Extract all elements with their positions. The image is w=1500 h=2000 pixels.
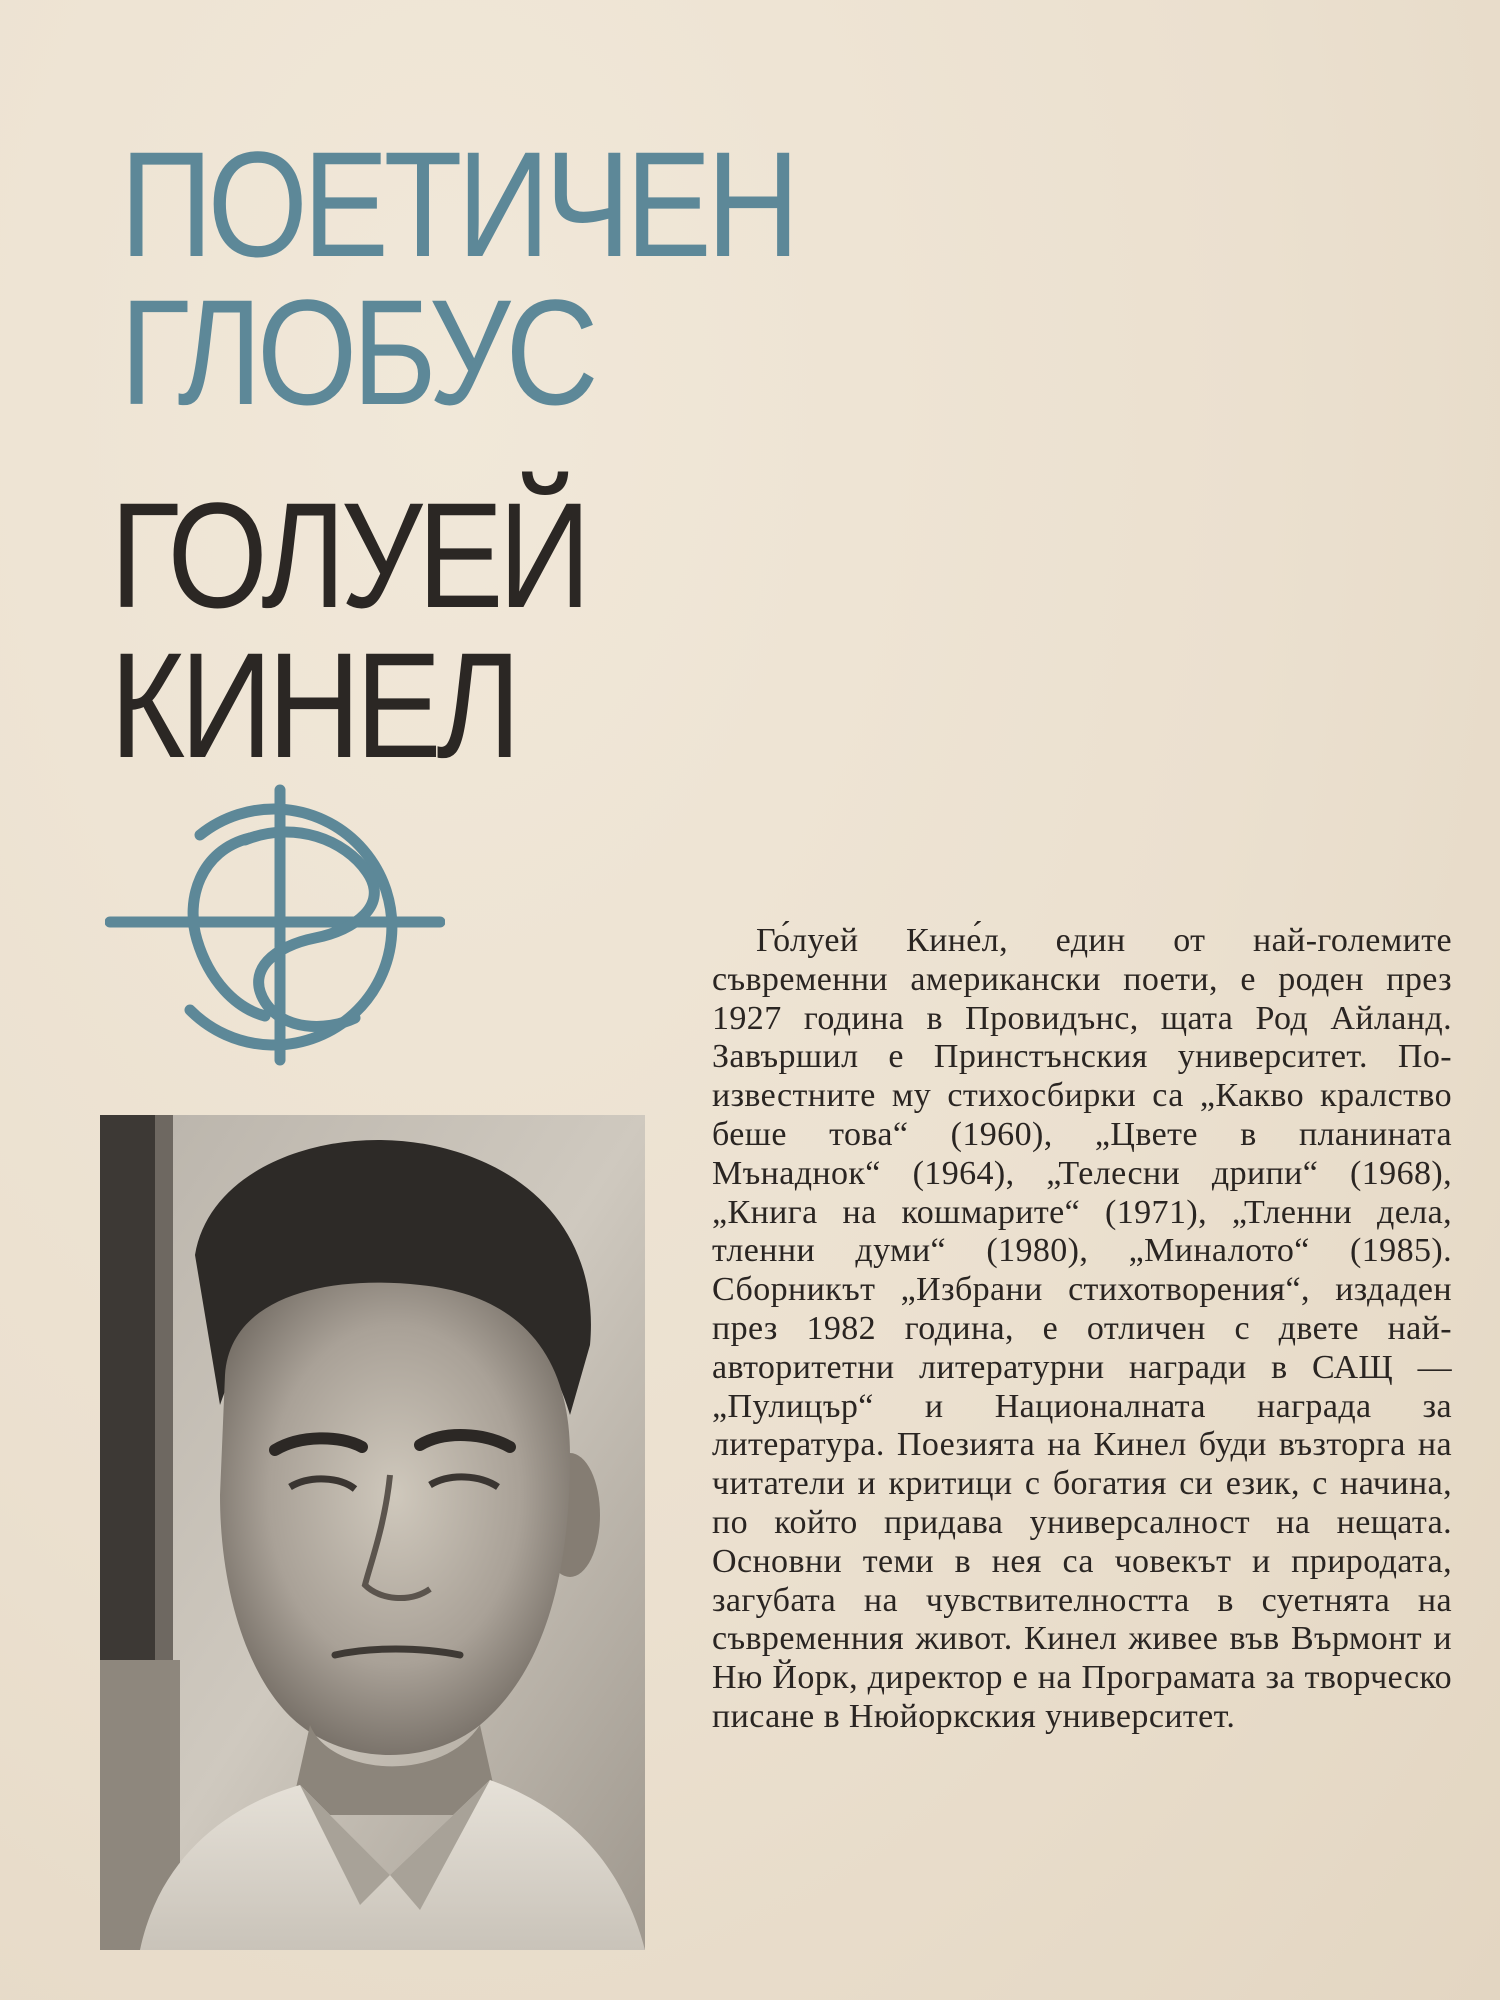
globe-monogram-icon — [105, 780, 445, 1070]
section-title — [120, 120, 795, 436]
author-portrait-photo — [100, 1115, 645, 1950]
section-title-line-1: ПОЕТИЧЕН — [120, 120, 795, 288]
section-title-line-2: ГЛОБУС — [120, 268, 594, 436]
author-name-line-1: ГОЛУЕЙ — [110, 471, 586, 639]
author-name — [110, 471, 586, 789]
author-biography: Го́луей Кине́л, един от най-големите съвременни американски поети, е роден през 1927 година в Провидънс, щата Род Айланд. Завършил е Принстънския университет. По-известните му стихосбирки са „Какво кралство беше това“ (1960), „Цвете в планината Мънаднок“ (1964), „Телесни дрипи“ (1968), „Книга на кошмарите“ (1971), „Тленни дела, тленни думи“ (1980), „Миналото“ (1985). Сборникът „Избрани стихотворения“, издаден през 1982 година, е отличен с двете най-авторитетни литературни награди в САЩ — „Пулицър“ и Националната награда за литература. Поезията на Кинел буди възторга на читатели и критици с богатия си език, с начина, по който придава универсалност на нещата. Основни теми в нея са човекът и природата, загубата на чувствителността в суетнята на съвременния живот. Кинел живее във Върмонт и Ню Йорк, директор е на Програмата за творческо писане в Нюйоркския университет. — [712, 922, 1452, 1735]
author-name-line-2: КИНЕЛ — [110, 621, 516, 789]
